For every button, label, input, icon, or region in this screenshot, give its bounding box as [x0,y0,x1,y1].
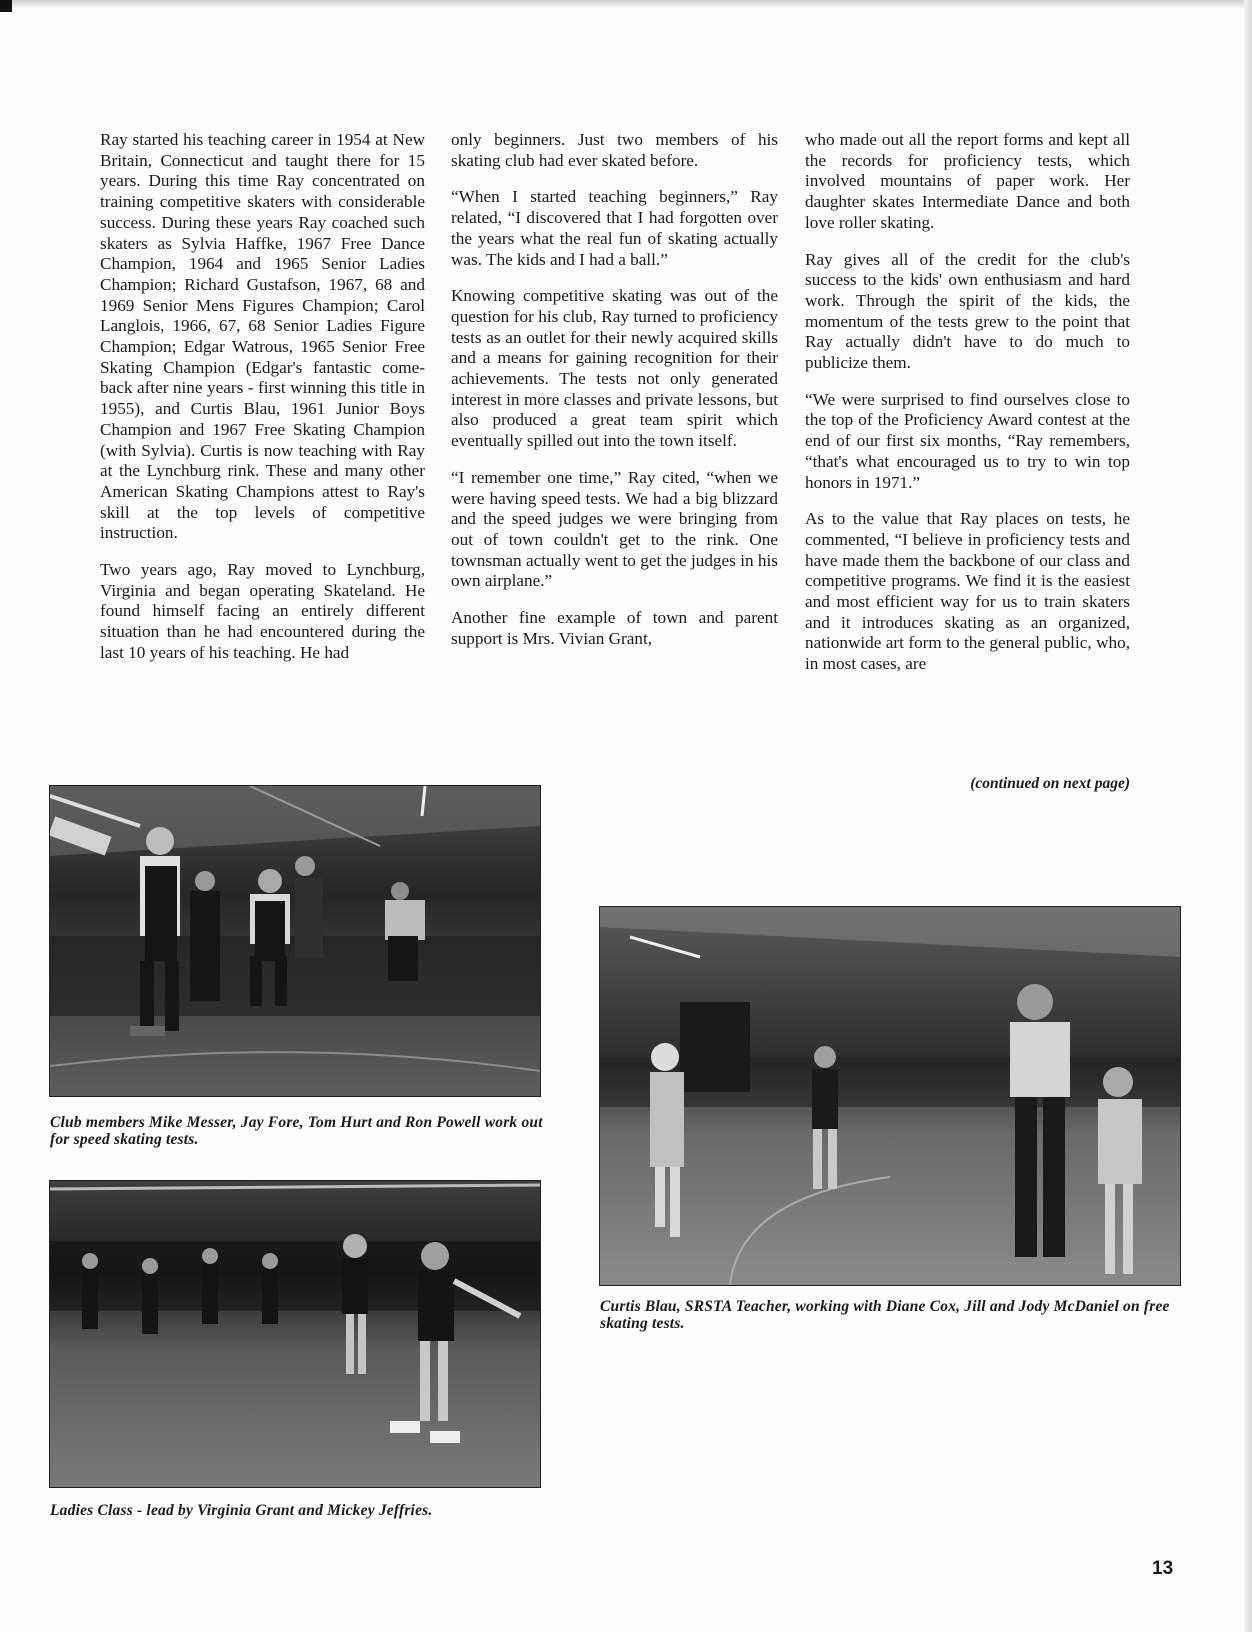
article-column-2 [451,130,778,665]
photo-free-skating [599,906,1181,1286]
article-paragraph: Another fine example of town and parent support is Mrs. Vivian Grant, [451,608,778,648]
article-paragraph: “I remember one time,” Ray cited, “when we were having speed tests. We had a big blizzard and the speed judges we were bringing from out of town couldn't get to the rink. One townsman actually went to get the judges in his own airplane.” [451,467,778,591]
article-paragraph: “When I started teaching beginners,” Ray related, “I discovered that I had forgotten over the years what the real fun of skating actually was. The kids and I had a ball.” [451,187,778,269]
article-paragraph: “We were surprised to find ourselves close to the top of the Proficiency Award contest at the end of our first six months, “Ray remembers, “that's what encouraged us to try to win top honors in 1971.” [805,389,1130,492]
caption-free-skating: Curtis Blau, SRSTA Teacher, working with Diane Cox, Jill and Jody McDaniel on free skating tests. [600,1298,1170,1332]
article-paragraph: Ray gives all of the credit for the club's success to the kids' own enthusiasm and hard work. Through the spirit of the kids, the momentum of the tests grew to the point that Ray actually didn't have to do much to publicize them. [805,249,1130,373]
article-column-3 [805,130,1130,691]
caption-speed-skaters: Club members Mike Messer, Jay Fore, Tom Hurt and Ron Powell work out for speed skating tests. [50,1114,543,1148]
page-top-edge [0,0,1252,8]
corner-mark [0,0,12,12]
photo-ladies-class [49,1180,541,1488]
article-paragraph: Knowing competitive skating was out of the question for his club, Ray turned to proficiency tests as an outlet for their newly acquired skills and a means for gaining recognition for their achievements. The tests not only generated interest in more classes and private lessons, but also produced a great team spirit which eventually spilled out into the town itself. [451,286,778,451]
continued-note: (continued on next page) [970,775,1130,792]
photo-speed-skaters [49,785,541,1097]
page-number: 13 [1152,1558,1174,1579]
caption-ladies-class: Ladies Class - lead by Virginia Grant and Mickey Jeffries. [50,1502,433,1519]
page-right-edge [1244,0,1252,1632]
article-paragraph: who made out all the report forms and kept all the records for proficiency tests, which involved mountains of paper work. Her daughter skates Intermediate Dance and both love roller skating. [805,130,1130,232]
article-paragraph: Two years ago, Ray moved to Lynchburg, Virginia and began operating Skateland. He found himself facing an entirely different situation than he had encountered during the last 10 years of his teaching. He had [100,560,425,662]
article-paragraph: only beginners. Just two members of his skating club had ever skated before. [451,130,778,170]
article-paragraph: Ray started his teaching career in 1954 at New Britain, Connecticut and taught there for 15 years. During this time Ray concentrated on training competitive skaters with considerable success. During these years Ray coached such skaters as Sylvia Haffke, 1967 Free Dance Champion, 1964 and 1965 Senior Ladies Champion; Richard Gustafson, 1967, 68 and 1969 Senior Mens Figures Champion; Carol Langlois, 1966, 67, 68 Senior Ladies Figure Champion; Edgar Watrous, 1965 Senior Free Skating Champion (Edgar's fantastic come-back after nine years - first winning this title in 1955), and Curtis Blau, 1961 Junior Boys Champion and 1967 Free Skating Champion (with Sylvia). Curtis is now teaching with Ray at the Lynchburg rink. These and many other American Skating Champions attest to Ray's skill at the top levels of competitive instruction. [100,130,425,543]
article-column-1 [100,130,425,680]
article-paragraph: As to the value that Ray places on tests, he commented, “I believe in proficiency tests and have made them the backbone of our class and competitive programs. We find it is the easiest and most efficient way for us to train skaters and it introduces skating as an organized, nationwide art form to the general public, who, in most cases, are [805,509,1130,674]
